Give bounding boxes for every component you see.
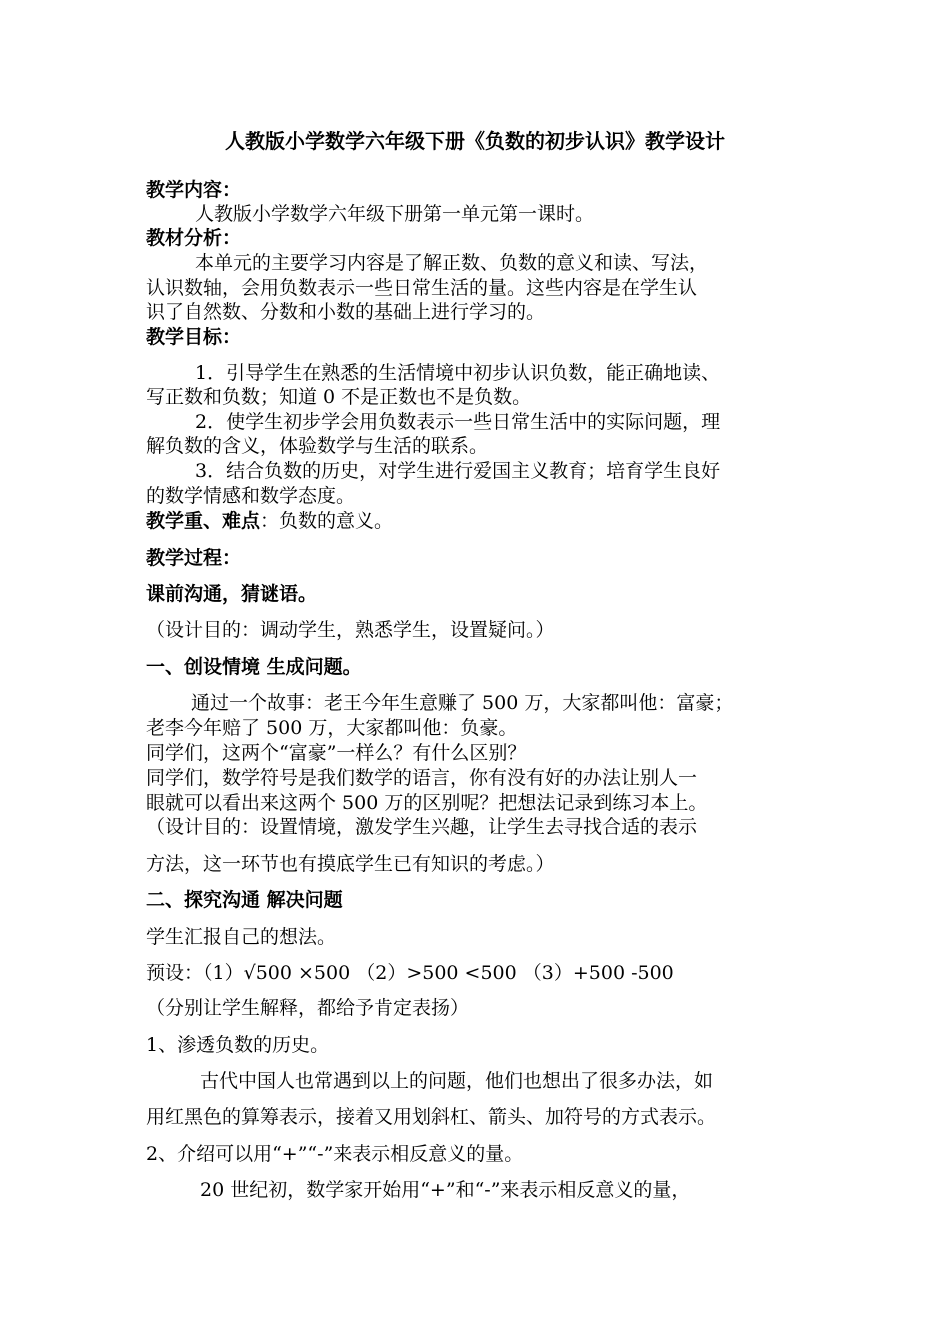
section2-line: （分别让学生解释，都给予肯定表扬）: [146, 997, 470, 1019]
signs-heading: 2、介绍可以用“+”“-”来表示相反意义的量。: [146, 1143, 524, 1165]
history-line: 古代中国人也常遇到以上的问题，他们也想出了很多办法，如: [200, 1070, 714, 1092]
section1-line: 通过一个故事：老王今年生意赚了 500 万，大家都叫他：富豪；: [191, 692, 734, 714]
section2-heading: 二、探究沟通 解决问题: [146, 889, 343, 911]
section1-note: （设计目的：设置情境，激发学生兴趣，让学生去寻找合适的表示: [146, 816, 698, 838]
warmup-note: （设计目的：调动学生，熟悉学生，设置疑问。）: [146, 619, 555, 641]
signs-line: 20 世纪初，数学家开始用“+”和“-”来表示相反意义的量，: [200, 1179, 691, 1201]
document-title: 人教版小学数学六年级下册《负数的初步认识》教学设计: [225, 129, 725, 153]
section1-heading: 一、创设情境 生成问题。: [146, 656, 362, 678]
history-heading: 1、渗透负数的历史。: [146, 1034, 330, 1056]
content-text: 人教版小学数学六年级下册第一单元第一课时。: [195, 203, 595, 225]
section1-line: 同学们，数学符号是我们数学的语言，你有没有好的办法让别人一: [146, 767, 698, 789]
history-line: 用红黑色的算筹表示，接着又用划斜杠、箭头、加符号的方式表示。: [146, 1106, 717, 1128]
goals-line: 1．引导学生在熟悉的生活情境中初步认识负数，能正确地读、: [195, 362, 721, 384]
goals-line: 3．结合负数的历史，对学生进行爱国主义教育；培育学生良好: [195, 460, 721, 482]
goals-line: 2．使学生初步学会用负数表示一些日常生活中的实际问题，理: [195, 411, 721, 433]
process-heading: 教学过程：: [146, 547, 242, 569]
warmup-heading: 课前沟通，猜谜语。: [146, 583, 318, 605]
section1-line: 同学们，这两个“富豪”一样么？有什么区别？: [146, 742, 527, 764]
goals-line: 写正数和负数；知道 0 不是正数也不是负数。: [146, 386, 532, 408]
goals-line: 解负数的含义，体验数学与生活的联系。: [146, 435, 489, 457]
analysis-heading: 教材分析：: [146, 227, 242, 249]
analysis-line: 认识数轴，会用负数表示一些日常生活的量。这些内容是在学生认: [146, 277, 698, 299]
section1-line: 眼就可以看出来这两个 500 万的区别呢？把想法记录到练习本上。: [146, 792, 708, 814]
section1-line: 老李今年赔了 500 万，大家都叫他：负豪。: [146, 717, 518, 739]
keypoints-line: [146, 509, 393, 533]
goals-line: 的数学情感和数学态度。: [146, 485, 356, 507]
content-heading: 教学内容：: [146, 179, 242, 201]
section2-line: 学生汇报自己的想法。: [146, 926, 337, 948]
analysis-line: 识了自然数、分数和小数的基础上进行学习的。: [146, 301, 546, 323]
keypoints-heading: 教学重、难点: [146, 510, 261, 532]
analysis-line: 本单元的主要学习内容是了解正数、负数的意义和读、写法，: [195, 252, 709, 274]
presets-line: 预设：（1）√500 ×500 （2）>500 <500 （3）+500 -500: [146, 962, 674, 984]
keypoints-text: ：负数的意义。: [260, 510, 394, 532]
goals-heading: 教学目标：: [146, 326, 242, 348]
section1-note: 方法，这一环节也有摸底学生已有知识的考虑。）: [146, 853, 555, 875]
